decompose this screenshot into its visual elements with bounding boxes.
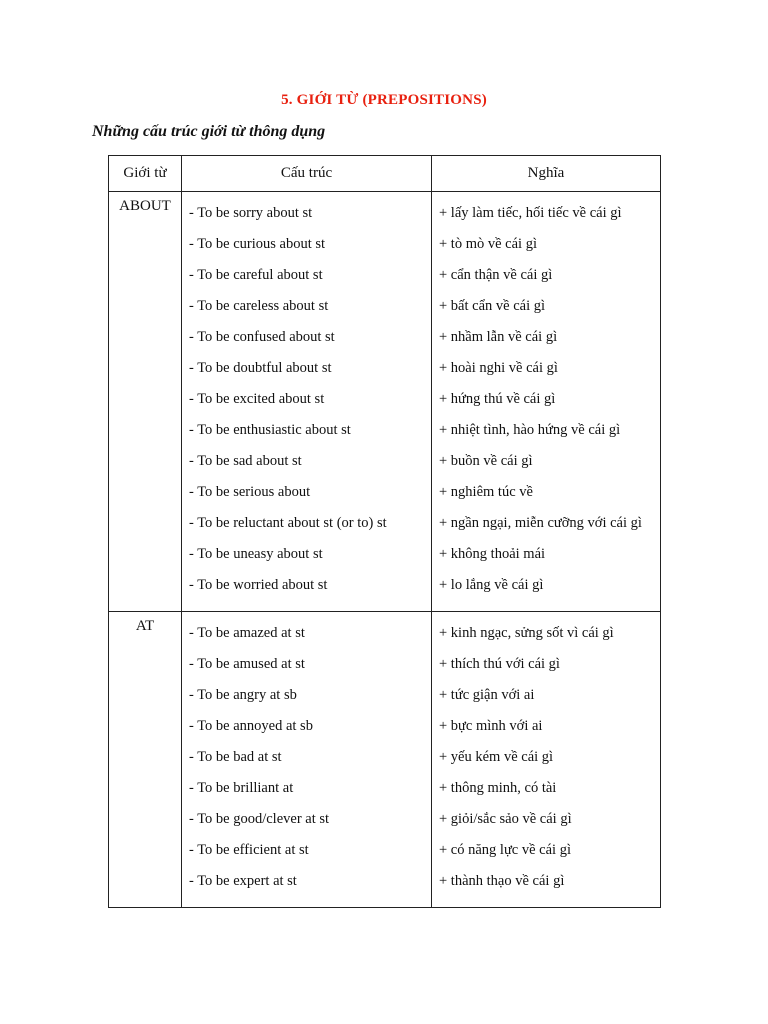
meaning-line: + thích thú với cái gì [439,656,560,672]
structure-line: - To be curious about st [189,236,326,252]
meaning-line: + ngần ngại, miễn cưỡng với cái gì [439,515,642,531]
prepositions-table [108,155,661,908]
structure-line: - To be sad about st [189,453,302,469]
meaning-line: + nhiệt tình, hào hứng về cái gì [439,422,621,438]
meaning-line: + tò mò về cái gì [439,236,537,252]
structure-line: - To be careful about st [189,267,323,283]
meaning-line: + hứng thú về cái gì [439,391,556,407]
table-row-about [109,192,661,612]
structure-line: - To be uneasy about st [189,546,323,562]
structure-line: - To be doubtful about st [189,360,332,376]
structure-line: - To be excited about st [189,391,325,407]
preposition-cell: AT [109,612,182,908]
structures-cell [182,612,432,908]
meanings-cell [432,612,661,908]
subtitle: Những cấu trúc giới từ thông dụng [92,123,326,140]
structure-line: - To be enthusiastic about st [189,422,351,438]
section-title: 5. GIỚI TỪ (PREPOSITIONS) [281,92,487,108]
structure-line: - To be angry at sb [189,687,297,703]
meaning-line: + yếu kém về cái gì [439,749,554,765]
table-row-at [109,612,661,908]
structure-line: - To be expert at st [189,873,297,889]
structure-line: - To be good/clever at st [189,811,330,827]
structure-line: - To be bad at st [189,749,282,765]
header-preposition: Giới từ [109,156,182,192]
meaning-line: + nhầm lẫn về cái gì [439,329,558,345]
structure-line: - To be worried about st [189,577,328,593]
structure-line: - To be annoyed at sb [189,718,313,734]
meaning-line: + nghiêm túc về [439,484,533,500]
structure-line: - To be brilliant at [189,780,294,796]
structure-line: - To be sorry about st [189,205,313,221]
structure-line: - To be reluctant about st (or to) st [189,515,387,531]
meaning-line: + kinh ngạc, sửng sốt vì cái gì [439,625,614,641]
structure-line: - To be serious about [189,484,311,500]
meaning-line: + giỏi/sắc sảo về cái gì [439,811,572,827]
meaning-line: + lo lắng về cái gì [439,577,544,593]
meaning-line: + lấy làm tiếc, hối tiếc về cái gì [439,205,622,221]
meaning-line: + cẩn thận về cái gì [439,267,553,283]
meaning-line: + có năng lực về cái gì [439,842,571,858]
structure-line: - To be amazed at st [189,625,305,641]
preposition-cell: ABOUT [109,192,182,612]
structure-line: - To be efficient at st [189,842,309,858]
structure-line: - To be confused about st [189,329,335,345]
meaning-line: + thành thạo về cái gì [439,873,565,889]
header-structure: Cấu trúc [182,156,432,192]
table-header-row [109,156,661,192]
meanings-cell [432,192,661,612]
meaning-line: + thông minh, có tài [439,780,557,796]
meaning-line: + hoài nghi về cái gì [439,360,558,376]
header-meaning: Nghĩa [432,156,661,192]
meaning-line: + buồn về cái gì [439,453,533,469]
meaning-line: + bất cẩn về cái gì [439,298,546,314]
structures-cell [182,192,432,612]
meaning-line: + tức giận với ai [439,687,535,703]
structure-line: - To be amused at st [189,656,305,672]
structure-line: - To be careless about st [189,298,329,314]
meaning-line: + bực mình với ai [439,718,543,734]
meaning-line: + không thoải mái [439,546,546,562]
